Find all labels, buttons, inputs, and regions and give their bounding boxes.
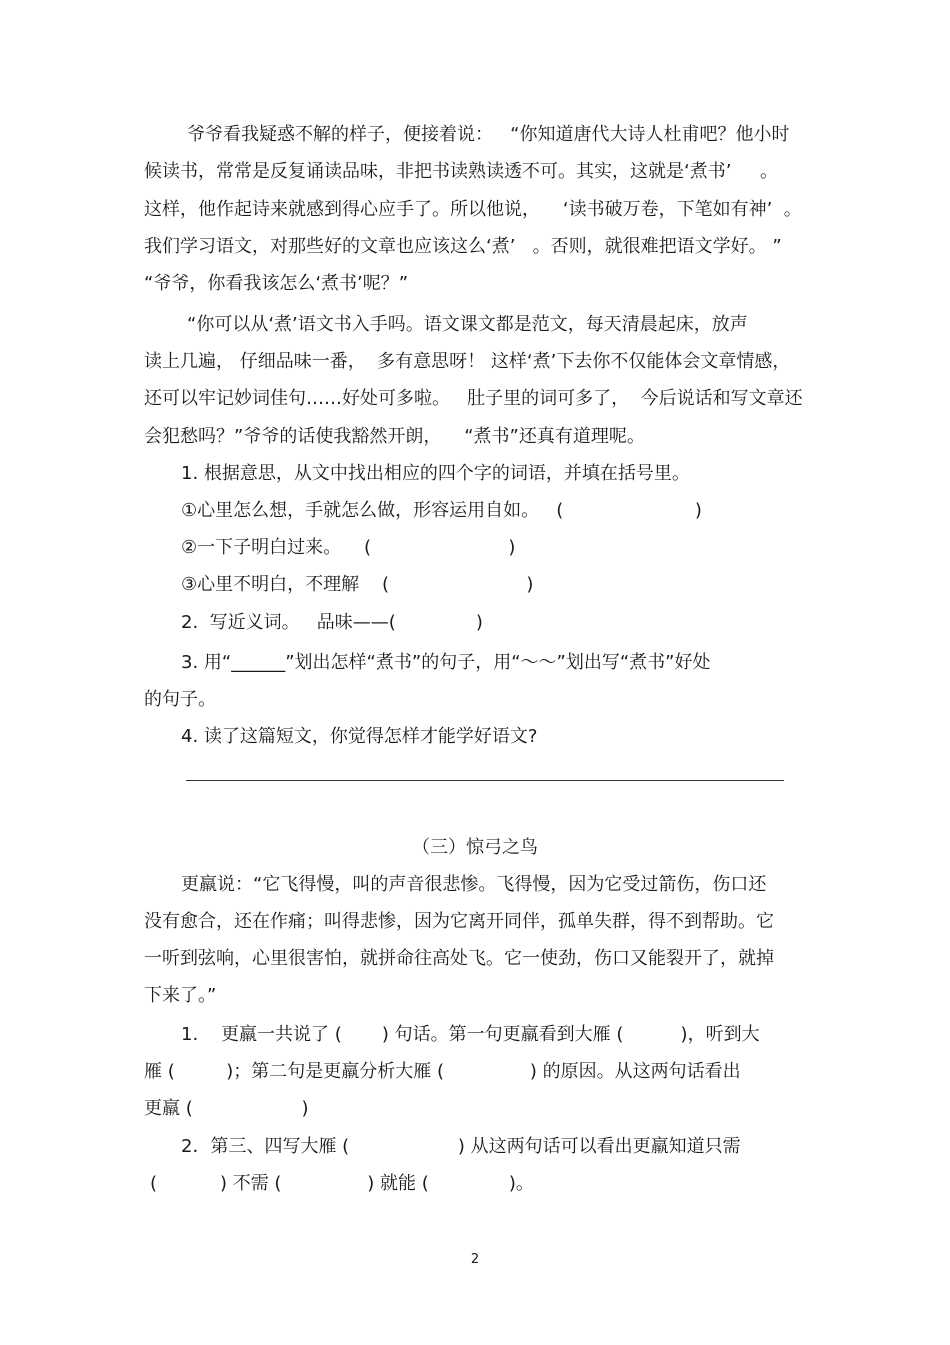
question2-1-line-2: 雁 ( )；第二句是更羸分析大雁 ( ) 的原因。从这两句话看出 xyxy=(144,1061,741,1082)
passage-line-3: 这样，他作起诗来就感到得心应手了。所以他说， ‘读书破万卷，下笔如有神’ 。 xyxy=(144,199,802,220)
question-3: 3. 用“______”划出怎样“煮书”的句子，用“～～”划出写“煮书”好处 xyxy=(181,652,711,673)
question2-1-line-1: 1. 更羸一共说了 ( ) 句话。第一句更羸看到大雁 ( )，听到大 xyxy=(181,1024,760,1045)
passage2-line-4: 下来了。” xyxy=(144,985,217,1006)
passage-line-2: 候读书，常常是反复诵读品味，非把书读熟读透不可。其实，这就是‘煮书’ 。 xyxy=(144,161,779,182)
passage-line-5: “爷爷，你看我该怎么‘煮书’呢？” xyxy=(144,273,409,294)
question-1-item-2: ②一下子明白过来。 ( ) xyxy=(181,537,516,558)
passage-line-6: “你可以从‘煮’语文书入手吗。语文课文都是范文，每天清晨起床，放声 xyxy=(187,314,748,335)
passage2-line-2: 没有愈合，还在作痛；叫得悲惨，因为它离开同伴，孤单失群，得不到帮助。它 xyxy=(144,911,774,932)
question-1-item-3: ③心里不明白，不理解 ( ) xyxy=(181,574,534,595)
question2-2-line-2: ( ) 不需 ( ) 就能 ( )。 xyxy=(150,1173,534,1194)
section-title: （三）惊弓之鸟 xyxy=(412,837,538,858)
question-4: 4. 读了这篇短文，你觉得怎样才能学好语文? xyxy=(181,726,538,747)
passage-line-1: 爷爷看我疑惑不解的样子，便接着说： “你知道唐代大诗人杜甫吧？他小时 xyxy=(187,124,790,145)
answer-line xyxy=(186,780,784,781)
question-1: 1. 根据意思，从文中找出相应的四个字的词语，并填在括号里。 xyxy=(181,463,690,484)
passage-line-7: 读上几遍， 仔细品味一番， 多有意思呀！ 这样‘煮’下去你不仅能体会文章情感， xyxy=(144,351,791,372)
question2-1-line-3: 更羸 ( ) xyxy=(144,1098,309,1119)
page-number: 2 xyxy=(470,1252,480,1267)
passage-line-4: 我们学习语文，对那些好的文章也应该这么‘煮’ 。否则，就很难把语文学好。 ” xyxy=(144,236,782,257)
passage-line-8: 还可以牢记妙词佳句……好处可多啦。 肚子里的词可多了， 今后说话和写文章还 xyxy=(144,388,803,409)
passage2-line-1: 更羸说：“它飞得慢，叫的声音很悲惨。飞得慢，因为它受过箭伤，伤口还 xyxy=(181,874,767,895)
question-1-item-1: ①心里怎么想，手就怎么做，形容运用自如。 ( ) xyxy=(181,500,702,521)
question-2: 2. 写近义词。 品味——( ) xyxy=(181,612,483,633)
question2-2-line-1: 2．第三、四写大雁 ( ) 从这两句话可以看出更羸知道只需 xyxy=(181,1136,741,1157)
passage2-line-3: 一听到弦响，心里很害怕，就拼命往高处飞。它一使劲，伤口又能裂开了，就掉 xyxy=(144,948,774,969)
passage-line-9: 会犯愁吗？”爷爷的话使我豁然开朗， “煮书”还真有道理呢。 xyxy=(144,426,645,447)
question-3-cont: 的句子。 xyxy=(144,689,216,710)
